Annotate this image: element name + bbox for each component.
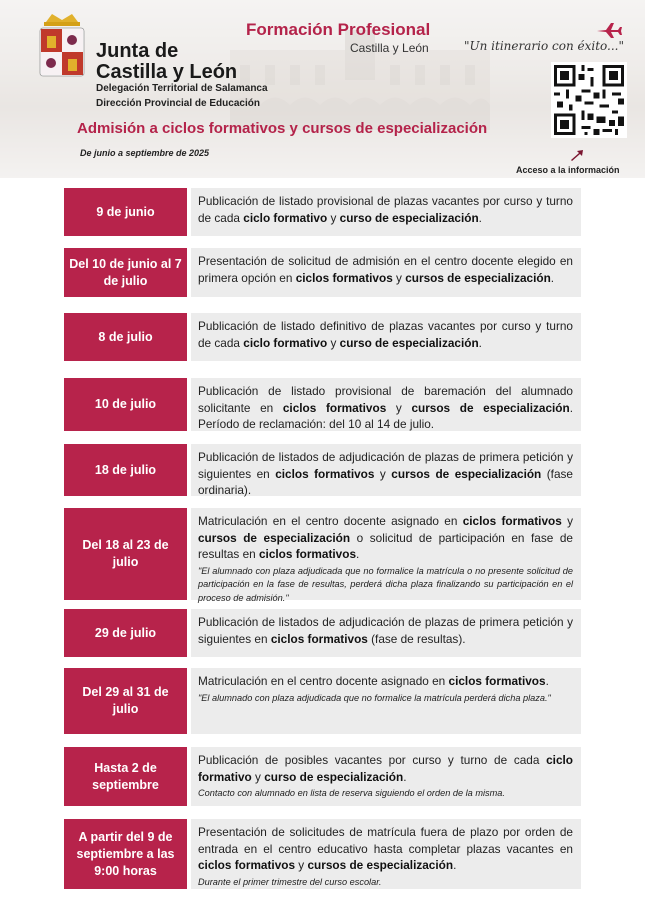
description-text: y xyxy=(561,514,573,528)
qr-code[interactable] xyxy=(551,62,627,138)
calendar-row xyxy=(64,378,581,431)
calendar-row xyxy=(64,444,581,496)
emphasis-text: ciclos formativos xyxy=(295,270,393,285)
description-text: Presentación de solicitud de admisión en el centro docente elegido en primera opción en xyxy=(198,254,573,285)
description-text: Publicación de listado definitivo de plazas vacantes por curso y turno de cada xyxy=(198,319,573,350)
slogan: "Un itinerario con éxito..." xyxy=(464,39,625,53)
emphasis-text: ciclo formativo xyxy=(243,210,328,225)
emphasis-text: cursos de especialización xyxy=(198,530,351,545)
description-text: Matriculación en el centro docente asignado en xyxy=(198,514,463,528)
row-date: 9 de junio xyxy=(64,188,187,236)
row-date: 18 de julio xyxy=(64,444,187,496)
description-text: . xyxy=(478,335,482,350)
row-note: "El alumnado con plaza adjudicada que no formalice la matrícula perderá dicha plaza." xyxy=(198,692,551,703)
row-description xyxy=(191,378,581,431)
calendar-row xyxy=(64,747,581,806)
org-name-line1: Junta de xyxy=(96,40,179,62)
description-text: y xyxy=(386,400,412,415)
description-text: y xyxy=(327,210,340,225)
row-note: Contacto con alumnado en lista de reserva siguiendo el orden de la misma. xyxy=(198,788,505,798)
row-description xyxy=(191,313,581,361)
row-date: Del 18 al 23 de julio xyxy=(64,508,187,600)
calendar-row xyxy=(64,248,581,297)
description-text: . xyxy=(550,270,555,285)
program-title: Formación Profesional xyxy=(246,20,431,39)
description-text: . Período de reclamación: del 10 al 14 de julio. xyxy=(198,400,573,431)
program-subtitle: Castilla y León xyxy=(350,41,429,55)
description-text: Publicación de posibles vacantes por curso y turno de cada xyxy=(198,753,547,767)
row-date: Del 10 de junio al 7 de julio xyxy=(64,248,187,297)
arrow-up-right-icon xyxy=(569,148,585,162)
row-date: A partir del 9 de septiembre a las 9:00 horas xyxy=(64,819,187,889)
row-description xyxy=(191,248,581,297)
description-text: Matriculación en el centro docente asignado en xyxy=(198,674,449,688)
emphasis-text: curso de especialización xyxy=(339,210,479,225)
description-text: . xyxy=(403,769,407,784)
row-description xyxy=(191,609,581,657)
main-title: Admisión a ciclos formativos y cursos de especialización xyxy=(77,120,488,137)
row-note: Durante el primer trimestre del curso escolar. xyxy=(198,876,382,887)
access-info-link[interactable]: Acceso a la información xyxy=(516,165,620,175)
emphasis-text: ciclos formativos xyxy=(275,466,375,481)
description-text: y xyxy=(392,270,406,285)
emphasis-text: curso de especialización xyxy=(264,769,404,784)
emphasis-text: ciclos formativos xyxy=(282,400,387,415)
row-description xyxy=(191,508,581,603)
row-date: 29 de julio xyxy=(64,609,187,657)
row-date: 8 de julio xyxy=(64,313,187,361)
calendar-row xyxy=(64,609,581,657)
description-text: Publicación de listado provisional de baremación del alumnado solicitante en xyxy=(198,384,573,415)
org-name-line2: Castilla y León xyxy=(96,61,238,83)
row-description xyxy=(191,188,581,236)
description-text: y xyxy=(295,858,308,872)
row-description xyxy=(191,747,581,806)
row-description xyxy=(191,668,581,734)
description-text: Publicación de listado provisional de plazas vacantes por curso y turno de cada xyxy=(198,194,573,225)
emphasis-text: curso de especialización xyxy=(339,335,479,350)
emphasis-text: cursos de especialización xyxy=(307,858,454,872)
description-text: . xyxy=(545,674,549,688)
calendar-row xyxy=(64,188,581,236)
description-text: . xyxy=(478,210,482,225)
description-text: Presentación de solicitudes de matrícula fuera de plazo por orden de entrada en el centro educativo hasta completar plazas vacantes en xyxy=(198,825,573,856)
description-text: y xyxy=(327,335,340,350)
description-text: . xyxy=(453,858,457,872)
description-text: o solicitud de participación en fase de resultas en xyxy=(198,530,573,561)
row-date: 10 de julio xyxy=(64,378,187,431)
emphasis-text: ciclos formativos xyxy=(198,858,296,872)
emphasis-text: cursos de especialización xyxy=(405,270,551,285)
row-date: Del 29 al 31 de julio xyxy=(64,668,187,734)
description-text: y xyxy=(251,769,265,784)
description-text: (fase de resultas). xyxy=(367,631,466,646)
emphasis-text: cursos de especialización xyxy=(391,466,542,481)
emphasis-text: ciclos formativos xyxy=(448,674,546,688)
junta-crest-logo xyxy=(38,12,86,78)
delegation-name: Delegación Territorial de Salamanca xyxy=(96,83,268,94)
emphasis-text: ciclos formativos xyxy=(258,547,357,561)
row-note: "El alumnado con plaza adjudicada que no formalice la matrícula o no presente solicitud de participación en la fase de resultas, perderá dicha plaza finalizando su participación en el proceso de admisión." xyxy=(198,565,573,603)
calendar-row xyxy=(64,313,581,361)
description-text: Publicación de listados de adjudicación de plazas de primera petición y siguientes en xyxy=(198,615,573,646)
direction-name: Dirección Provincial de Educación xyxy=(96,98,260,109)
calendar-row xyxy=(64,508,581,603)
calendar-row xyxy=(64,668,581,734)
description-text: Publicación de listados de adjudicación de plazas de primera petición y siguientes en xyxy=(198,450,573,481)
row-date: Hasta 2 de septiembre xyxy=(64,747,187,806)
description-text: . xyxy=(356,547,360,561)
emphasis-text: cursos de especialización xyxy=(411,400,570,415)
row-description xyxy=(191,444,581,496)
calendar-row xyxy=(64,819,581,889)
emphasis-text: ciclos formativos xyxy=(270,631,368,646)
emphasis-text: ciclo formativo xyxy=(198,753,573,784)
description-text: y xyxy=(374,466,392,481)
emphasis-text: ciclos formativos xyxy=(462,514,562,528)
airplane-icon xyxy=(596,22,622,38)
period-dates: De junio a septiembre de 2025 xyxy=(80,148,210,158)
emphasis-text: ciclo formativo xyxy=(243,335,328,350)
row-description xyxy=(191,819,581,889)
description-text: (fase ordinaria). xyxy=(198,466,573,497)
